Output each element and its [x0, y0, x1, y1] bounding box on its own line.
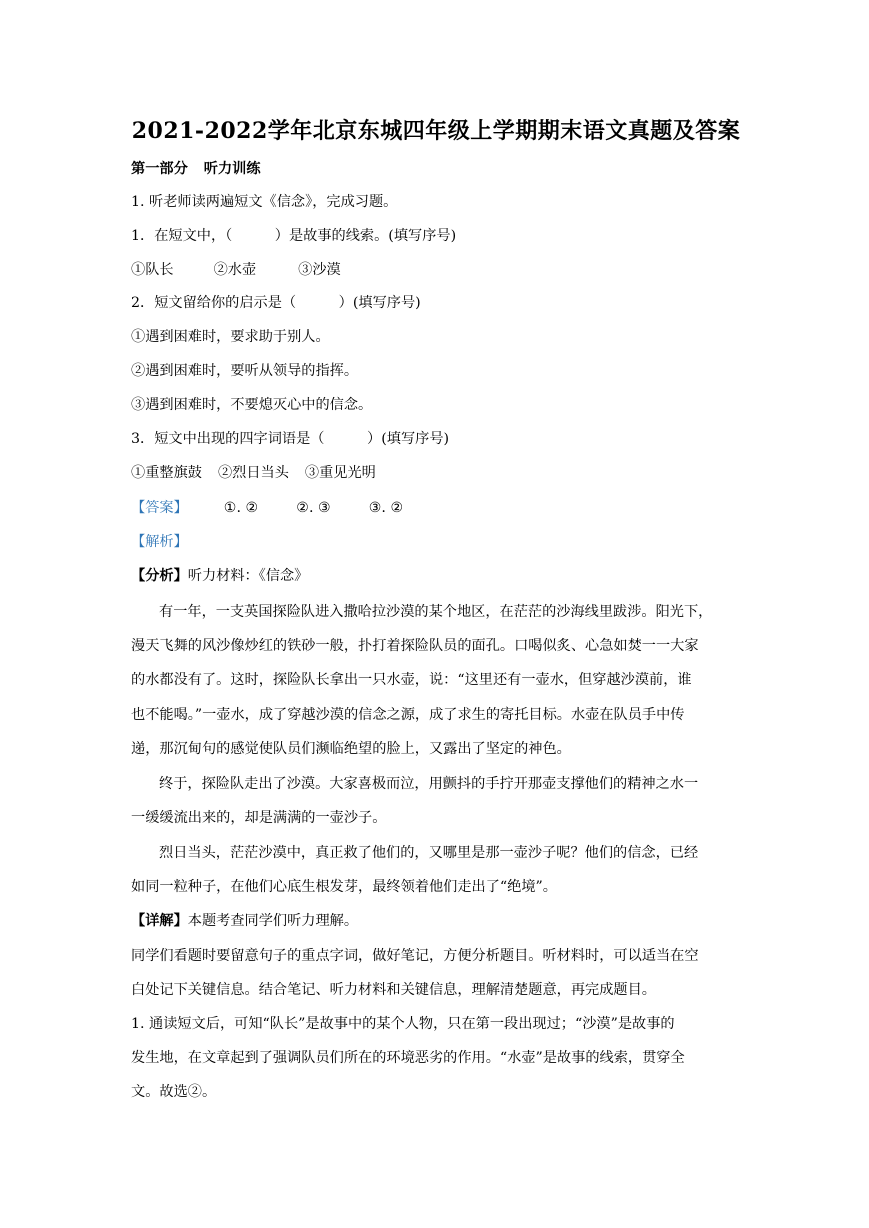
detail-line: 文。故选②。 — [131, 1084, 217, 1100]
section-label: 第一部分 — [131, 161, 188, 177]
document-title: 2021-2022学年北京东城四年级上学期期末语文真题及答案 — [131, 118, 741, 144]
q1-options — [131, 260, 341, 280]
analysis-head-label: 【分析】 — [131, 568, 188, 584]
q2-option-1: ①遇到困难时，要求助于别人。 — [131, 329, 330, 345]
analysis-heading — [131, 566, 308, 586]
answer-item-1: ①. ② — [223, 500, 259, 516]
q3-option-3: ③重见光明 — [304, 465, 376, 481]
q3-option-1: ①重整旗鼓 — [131, 465, 202, 481]
q2-stem: 2．短文留给你的启示是（ ）(填写序号) — [131, 295, 421, 311]
story-line: 漫天飞舞的风沙像炒红的铁砂一般，扑打着探险队员的面孔。口喝似炙、心急如焚一一大家 — [131, 638, 699, 654]
detail-line: 发生地，在文章起到了强调队员们所在的环境恶劣的作用。“水壶”是故事的线索，贯穿全 — [131, 1050, 685, 1066]
story-line: 有一年，一支英国探险队进入撒哈拉沙漠的某个地区，在茫茫的沙海线里跋涉。阳光下， — [159, 604, 713, 620]
story-line: 如同一粒种子，在他们心底生根发芽，最终领着他们走出了“绝境”。 — [131, 879, 557, 895]
section-name: 听力训练 — [203, 161, 261, 177]
q3-option-2: ②烈日当头 — [217, 465, 289, 481]
story-line: 也不能喝。”一壶水，成了穿越沙漠的信念之源，成了求生的寄托目标。水壶在队员手中传 — [131, 707, 685, 723]
answer-item-3: ③. ② — [368, 500, 404, 516]
question-intro: 1. 听老师读两遍短文《信念》，完成习题。 — [131, 194, 398, 210]
story-line: 一缓缓流出来的，却是满满的一壶沙子。 — [131, 810, 387, 826]
answer-line — [131, 498, 403, 518]
q1-option-1: ①队长 — [131, 262, 174, 278]
q3-options — [131, 463, 376, 483]
detail-head-text: 本题考查同学们听力理解。 — [187, 913, 359, 929]
story-line: 终于，探险队走出了沙漠。大家喜极而泣，用颤抖的手拧开那壶支撑他们的精神之水一 — [159, 776, 699, 792]
section-heading — [131, 159, 261, 179]
detail-line: 白处记下关键信息。结合笔记、听力材料和关键信息，理解清楚题意，再完成题目。 — [131, 982, 656, 998]
detail-head-label: 【详解】 — [131, 913, 188, 929]
analysis-label: 【解析】 — [131, 534, 188, 550]
q2-option-2: ②遇到困难时，要听从领导的指挥。 — [131, 363, 359, 379]
q1-stem: 1．在短文中，（ ）是故事的线索。(填写序号) — [131, 228, 457, 244]
answer-label: 【答案】 — [131, 500, 188, 516]
q1-option-3: ③沙漠 — [298, 262, 341, 278]
story-line: 的水都没有了。这时，探险队长拿出一只水壶，说：“这里还有一壶水，但穿越沙漠前，谁 — [131, 672, 692, 688]
analysis-head-text: 听力材料：《信念》 — [187, 568, 309, 584]
q2-option-3: ③遇到困难时，不要熄灭心中的信念。 — [131, 397, 373, 413]
story-line: 烈日当头，茫茫沙漠中，真正救了他们的，又哪里是那一壶沙子呢？他们的信念，已经 — [159, 845, 699, 861]
answer-item-2: ②. ③ — [296, 500, 331, 516]
detail-line: 1. 通读短文后，可知“队长”是故事中的某个人物，只在第一段出现过；“沙漠”是故事的 — [131, 1016, 675, 1032]
q3-stem: 3．短文中出现的四字词语是（ ）(填写序号) — [131, 431, 450, 447]
detail-line: 同学们看题时要留意句子的重点字词，做好笔记，方便分析题目。听材料时，可以适当在空 — [131, 948, 699, 964]
q1-option-2: ②水壶 — [213, 262, 257, 278]
detail-heading — [131, 911, 358, 931]
story-line: 递，那沉甸句的感觉使队员们濒临绝望的脸上，又露出了坚定的神色。 — [131, 741, 571, 757]
